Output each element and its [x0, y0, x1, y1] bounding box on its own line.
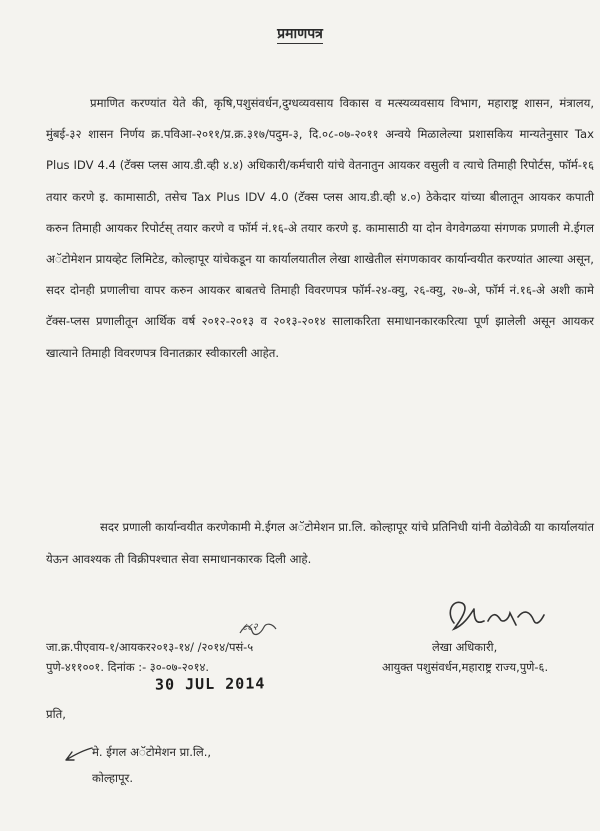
officer-title: लेखा अधिकारी, — [432, 640, 498, 654]
certificate-title — [0, 24, 600, 43]
reference-number: जा.क्र.पीएवाय-१/आयकर२०१३-१४/ /२०१४/पसं-५ — [46, 640, 254, 654]
certificate-paragraph-1: प्रमाणित करण्यांत येते की, कृषि,पशुसंवर्धन,दुग्धव्यवसाय विकास व मत्स्यव्यवसाय विभाग, महाराष्ट्र शासन, मंत्रालय, मुंबई-३२ शासन निर्णय क्र.पविआ-२०११/प्र.क्र.३१७/पदुम-३, दि.०८-०७-२०११ अन्वये मिळालेल्या प्रशासकिय मान्यतेनुसार Tax Plus IDV 4.4 (टॅक्स प्लस आय.डी.व्ही ४.४) अधिकारी/कर्मचारी यांचे वेतनातुन आयकर वसुली व त्याचे तिमाही रिपोर्टस, फॉर्म-१६ तयार करणे इ. कामासाठी, तसेच Tax Plus IDV 4.0 (टॅक्स प्लस आय.डी.व्ही ४.०) ठेकेदार यांच्या बीलातून आयकर कपाती करुन तिमाही आयकर रिपोर्टस् तयार करणे व फॉर्म नं.१६-अे तयार करणे इ. कामासाठी या दोन वेगवेगळया संगणक प्रणाली मे.ईगल अॅटोमेशन प्रायव्हेट लिमिटेड, कोल्हापूर यांचेकडून या कार्यालयातील लेखा शाखेतील संगणकावर कार्यान्वयीत करण्यांत आल्या असून, सदर दोनही प्रणालीचा वापर करुन आयकर बाबतचे तिमाही विवरणपत्र फॉर्म-२४-क्यु, २६-क्यु, २७-अे, फॉर्म नं.१६-अे अशी कामे टॅक्स-प्लस प्रणालीतून आर्थिक वर्ष २०१२-२०१३ व २०१३-२०१४ सालाकरिता समाधानकारकरित्या पूर्ण झालेली असून आयकर खात्याने तिमाही विवरणपत्र विनातक्रार स्वीकारली आहेत. — [46, 96, 594, 360]
officer-office: आयुक्त पशुसंवर्धन,महाराष्ट्र राज्य,पुणे-६. — [382, 660, 549, 674]
handwritten-outward-number — [236, 617, 282, 645]
recipient-name: मे. ईगल अॅटोमेशन प्रा.लि., — [92, 745, 212, 759]
title-text: प्रमाणपत्र — [277, 26, 323, 42]
reference-date: पुणे-४११००१. दिनांक :- ३०-०७-२०१४. — [46, 660, 210, 674]
officer-signature — [440, 595, 550, 643]
to-label: प्रति, — [46, 707, 66, 721]
handwritten-arrow — [60, 740, 96, 766]
recipient-city: कोल्हापूर. — [92, 771, 134, 785]
handwritten-number-text: ८८२ — [242, 622, 258, 633]
certificate-paragraph-2: सदर प्रणाली कार्यान्वयीत करणेकामी मे.ईगल अॅटोमेशन प्रा.लि. कोल्हापूर यांचे प्रतिनिधी यांनी वेळोवेळी या कार्यालयांत येऊन आवश्यक ती विक्रीपश्चात सेवा समाधानकारक दिली आहे. — [46, 520, 594, 566]
date-stamp: 30 JUL 2014 — [154, 674, 266, 694]
